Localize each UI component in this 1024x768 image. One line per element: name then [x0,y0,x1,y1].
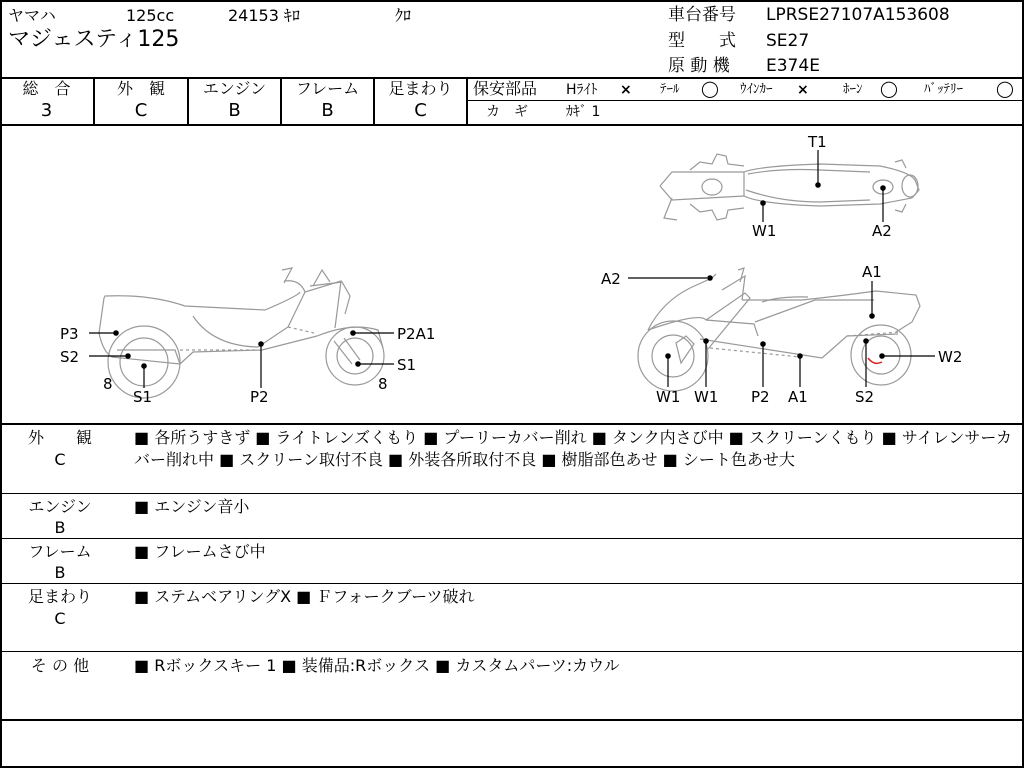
safety-item-horn: ﾎｰﾝ [843,82,863,97]
maker: ヤマハ [8,6,56,25]
remark-grade-engine: B [54,518,66,537]
frame-no: LPRSE27107A153608 [766,5,950,25]
grade-exterior-label: 外 観 [116,79,165,98]
remark-category-engine: エンジン [28,497,92,516]
label-s1-front: S1 [397,356,417,374]
divider [0,423,1024,425]
label-p3: P3 [60,325,79,343]
label-w1: W1 [656,388,681,406]
grade-overall-label: 総 合 [22,79,71,98]
grade-suspension-label: 足まわり [388,79,453,98]
label-a1: A1 [788,388,808,406]
divider [466,77,468,125]
divider [0,538,1024,539]
safety-item-tail: ﾃｰﾙ [660,82,680,97]
label-8-front: 8 [378,375,388,393]
remark-category-exterior: 外 観 [27,428,92,447]
safety-mark-battery: ◯ [996,79,1014,98]
label-s2-right: S2 [855,388,875,406]
divider [0,719,1024,721]
remark-text-exterior: ■ 各所うすきず ■ ライトレンズくもり ■ プーリーカバー削れ ■ タンク内さび中 ■ スクリーンくもり ■ サイレンサーカバー削れ中 ■ スクリーン取付不良 ■ 外装各所取付不良 ■ 樹脂部色あせ ■ シート色あせ大 [134,428,1013,469]
label-a2: A2 [601,270,621,288]
remark-grade-suspension: C [54,609,66,628]
label-s2: S2 [60,348,80,366]
label-w1-top: W1 [752,222,777,240]
label-w2: W2 [938,348,963,366]
remark-text-other: ■ Rボックスキー 1 ■ 装備品:Rボックス ■ カスタムパーツ:カウル [134,656,620,675]
remark-grade-frame: B [54,563,66,582]
remark-category-frame: フレーム [28,542,92,561]
frame-no-label: 車台番号 [668,5,736,25]
divider [0,651,1024,652]
label-w1-body: W1 [694,388,719,406]
label-8: 8 [103,375,113,393]
label-a2-top: A2 [872,222,892,240]
label-a1-top: A1 [862,263,882,281]
grade-suspension-value: C [414,100,427,121]
engine-label: 原 動 機 [668,56,730,76]
safety-mark-horn: ◯ [880,79,898,98]
model-name: マジェスティ125 [8,27,180,52]
grade-frame-label: フレーム [295,79,360,98]
label-p2: P2 [250,388,269,406]
safety-label: 保安部品 [473,79,538,98]
divider [466,100,1024,101]
safety-item-headlight: Hﾗｲﾄ [566,82,598,98]
remark-text-frame: ■ フレームさび中 [134,542,266,561]
damage-mark [868,358,882,363]
scooter-top-view-drawing [660,154,919,220]
label-t1: T1 [808,133,827,151]
remark-category-suspension: 足まわり [27,587,92,606]
divider [0,493,1024,494]
label-s1: S1 [133,388,153,406]
grade-engine-value: B [228,100,241,121]
remark-text-engine: ■ エンジン音小 [134,497,250,516]
label-p2-right: P2 [751,388,770,406]
remark-grade-exterior: C [54,450,66,469]
type-value: SE27 [766,31,810,51]
mileage: 24153 ｷﾛ [228,6,300,25]
safety-item-winker: ｳｲﾝｶｰ [740,82,773,97]
scooter-right-side-drawing [638,268,920,391]
engine-value: E374E [766,56,820,76]
label-p2a1: P2A1 [397,325,436,343]
safety-mark-winker: × [797,82,809,98]
key-value: ｶｷﾞ 1 [566,104,601,120]
displacement: 125cc [126,6,175,25]
divider [0,583,1024,584]
safety-mark-headlight: × [620,82,632,98]
grade-frame-value: B [321,100,334,121]
damage-diagram [0,126,1024,424]
scooter-left-side-drawing [99,268,384,398]
color: ｸﾛ [395,6,412,25]
grade-overall-value: 3 [40,100,53,121]
key-label: カ ギ [486,104,528,120]
grade-engine-label: エンジン [202,79,267,98]
safety-mark-tail: ◯ [701,79,719,98]
remark-category-other: そ の 他 [30,656,90,675]
grade-exterior-value: C [134,100,148,121]
type-label: 型 式 [668,31,736,51]
remark-text-suspension: ■ ステムベアリングX ■ Ｆフォークブーツ破れ [134,587,475,606]
safety-item-battery: ﾊﾞｯﾃﾘｰ [924,82,963,97]
